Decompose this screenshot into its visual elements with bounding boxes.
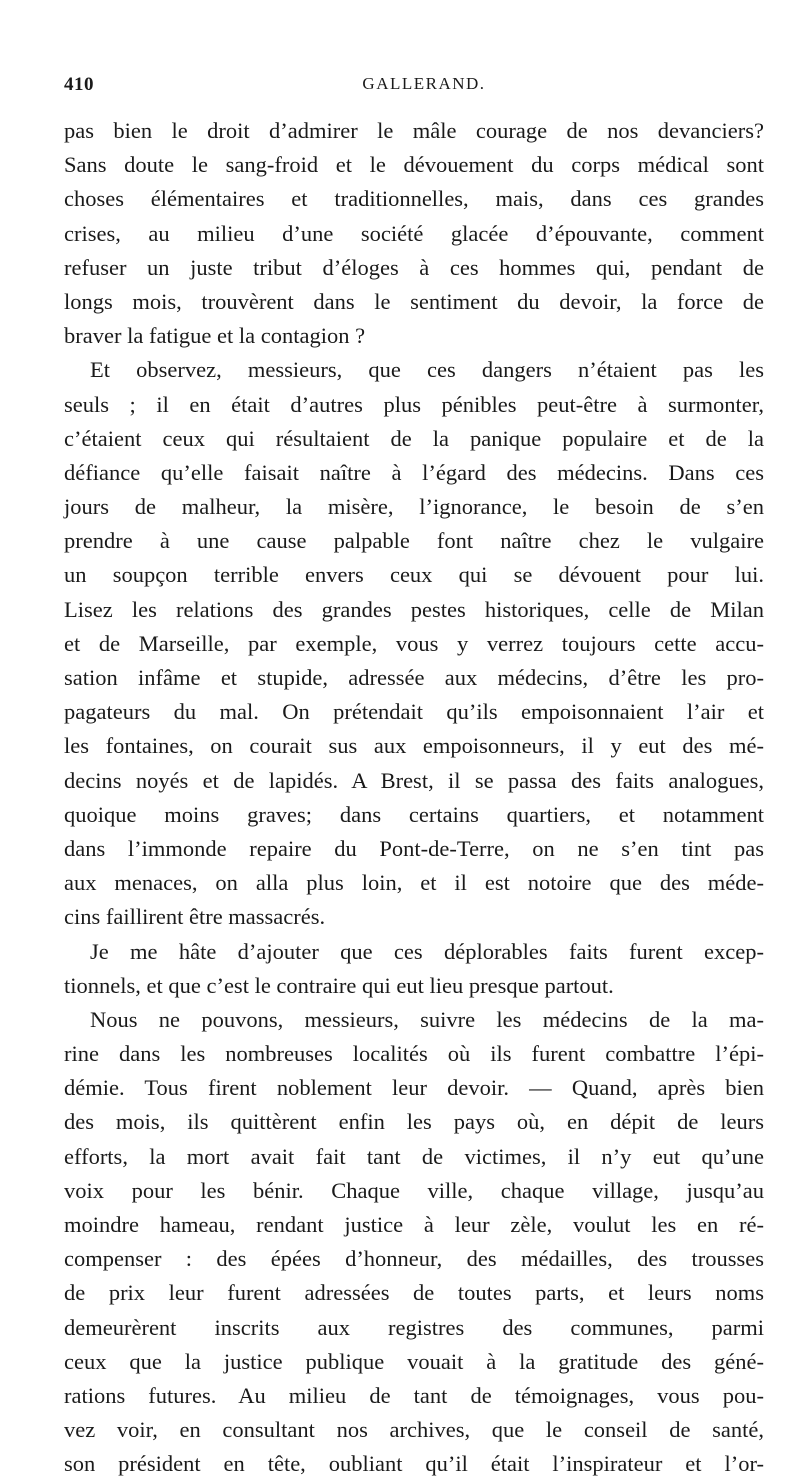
text-line: c’étaient ceux qui résultaient de la panique populaire et de la (64, 425, 764, 451)
text-line: compenser : des épées d’honneur, des médailles, des trousses (64, 1246, 764, 1272)
text-line: rations futures. Au milieu de tant de témoignages, vous pou- (64, 1382, 764, 1408)
text-line: démie. Tous firent noblement leur devoir. — Quand, après bien (64, 1075, 764, 1101)
text-line: prendre à une cause palpable font naître chez le vulgaire (64, 528, 764, 554)
text-line: demeurèrent inscrits aux registres des communes, parmi (64, 1314, 764, 1340)
text-line: de prix leur furent adressées de toutes parts, et leurs noms (64, 1280, 764, 1306)
text-line: Lisez les relations des grandes pestes historiques, celle de Milan (64, 596, 764, 622)
text-line: un soupçon terrible envers ceux qui se dévouent pour lui. (64, 562, 764, 588)
text-line: et de Marseille, par exemple, vous y verrez toujours cette accu- (64, 630, 764, 656)
text-line: decins noyés et de lapidés. A Brest, il se passa des faits analogues, (64, 767, 764, 793)
text-line: quoique moins graves; dans certains quartiers, et notamment (64, 801, 764, 827)
text-line: refuser un juste tribut d’éloges à ces hommes qui, pendant de (64, 254, 764, 280)
text-line: jours de malheur, la misère, l’ignorance, le besoin de s’en (64, 494, 764, 520)
text-line: son président en tête, oubliant qu’il était l’inspirateur et l’or- (64, 1451, 764, 1477)
text-line: pagateurs du mal. On prétendait qu’ils empoisonnaient l’air et (64, 699, 764, 725)
text-line: aux menaces, on alla plus loin, et il est notoire que des méde- (64, 870, 764, 896)
paragraph-first-line: Nous ne pouvons, messieurs, suivre les médecins de la ma- (90, 1006, 764, 1032)
text-line: dans l’immonde repaire du Pont-de-Terre, on ne s’en tint pas (64, 835, 764, 861)
text-line: vez voir, en consultant nos archives, que le conseil de santé, (64, 1417, 764, 1443)
text-line: efforts, la mort avait fait tant de victimes, il n’y eut qu’une (64, 1143, 764, 1169)
text-line: rine dans les nombreuses localités où ils furent combattre l’épi- (64, 1041, 764, 1067)
text-line: choses élémentaires et traditionnelles, mais, dans ces grandes (64, 186, 764, 212)
text-line: voix pour les bénir. Chaque ville, chaque village, jusqu’au (64, 1177, 764, 1203)
paragraph-end-line: tionnels, et que c’est le contraire qui eut lieu presque partout. (64, 972, 614, 998)
paragraph-first-line: Je me hâte d’ajouter que ces déplorables faits furent excep- (90, 938, 764, 964)
text-line: les fontaines, on courait sus aux empoisonneurs, il y eut des mé- (64, 733, 764, 759)
paragraph-first-line: Et observez, messieurs, que ces dangers n’étaient pas les (90, 357, 764, 383)
text-line: longs mois, trouvèrent dans le sentiment du devoir, la force de (64, 288, 764, 314)
text-line: Sans doute le sang-froid et le dévouement du corps médical sont (64, 152, 764, 178)
running-title: GALLERAND. (362, 74, 486, 93)
text-line: sation infâme et stupide, adressée aux médecins, d’être les pro- (64, 665, 764, 690)
page-number: 410 (64, 74, 94, 95)
paragraph-end-line: braver la fatigue et la contagion ? (64, 323, 366, 349)
text-line: des mois, ils quittèrent enfin les pays où, en dépit de leurs (64, 1109, 764, 1135)
text-line: défiance qu’elle faisait naître à l’égard des médecins. Dans ces (64, 459, 764, 485)
body-text (64, 114, 764, 1482)
paragraph-end-line: cins faillirent être massacrés. (64, 904, 326, 930)
text-line: pas bien le droit d’admirer le mâle courage de nos devanciers? (64, 118, 764, 143)
text-line: crises, au milieu d’une société glacée d’épouvante, comment (64, 220, 764, 246)
running-head (64, 74, 764, 100)
text-line: moindre hameau, rendant justice à leur zèle, voulut les en ré- (64, 1212, 764, 1237)
text-line: ceux que la justice publique vouait à la gratitude des géné- (64, 1348, 764, 1374)
text-line: seuls ; il en était d’autres plus pénibles peut-être à surmonter, (64, 391, 764, 417)
